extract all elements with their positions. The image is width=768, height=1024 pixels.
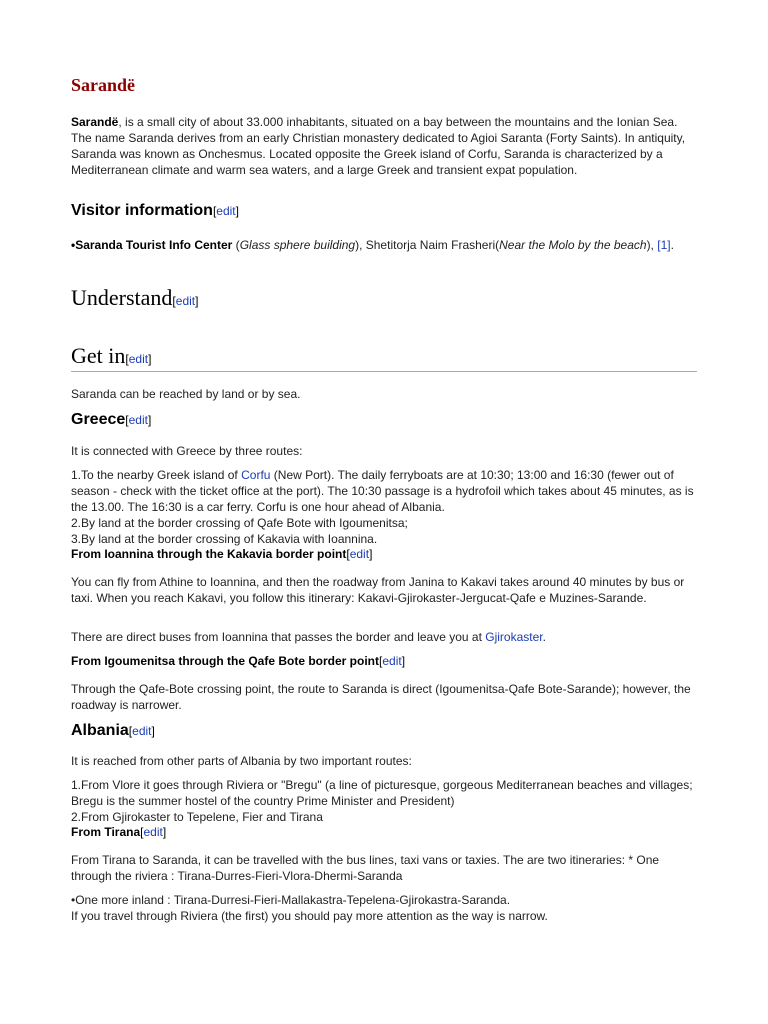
understand-title: Understand [71,285,173,310]
greece-title: Greece [71,411,126,428]
intro-paragraph [71,114,697,178]
igoumenitsa-paragraph: Through the Qafe-Bote crossing point, the route to Saranda is direct (Igoumenitsa-Qafe Bote-Sarande); however, the roadway is narrower. [71,682,691,712]
greece-route-1 [71,467,697,515]
edit-section-tirana: [edit] [140,825,167,839]
edit-section-igoumenitsa: [edit] [379,654,406,668]
greece-route-3: 3.By land at the border crossing of Kakavia with Ioannina. [71,532,378,546]
edit-section-understand: [edit] [172,294,199,308]
get-in-intro: Saranda can be reached by land or by sea. [71,387,301,401]
greece-route-1-text-a: 1.To the nearby Greek island of [71,468,242,482]
edit-link-get-in[interactable]: edit [128,352,149,366]
albania-intro: It is reached from other parts of Albania by two important routes: [71,754,412,768]
albania-route-1: 1.From Vlore it goes through Riviera or "Bregu" (a line of picturesque, gorgeous Mediterranean beaches and villages; Bregu is the summer hostel of the country Prime Minister and President) [71,778,693,808]
edit-link-understand[interactable]: edit [175,294,196,308]
edit-section-get-in: [edit] [125,352,152,366]
edit-section-albania: [edit] [128,724,155,738]
edit-link-ioannina[interactable]: edit [349,547,370,561]
tourist-center-name: Saranda Tourist Info Center [75,238,233,252]
edit-link-visitor[interactable]: edit [216,204,236,218]
reference-link[interactable]: [1] [657,238,671,252]
edit-section-visitor: [edit] [212,204,239,218]
intro-text: , is a small city of about 33.000 inhabitants, situated on a bay between the mountains and the Ionian Sea. The name Saranda derives from an early Christian monastery dedicated to Agioi Saranta (Forty Saints). In antiquity, Saranda was known as Onchesmus. Located opposite the Greek island of Corfu, Saranda is characterized by a Mediterranean climate and warm sea waters, and a large Greek and transient expat population. [71,115,686,177]
buses-text-a: There are direct buses from Ioannina that passes the border and leave you at [71,630,486,644]
visitor-bullet: • [71,238,76,252]
greece-route-1-text-b: (New Port). The daily ferryboats are at 10:30; 13:00 and 16:30 (fewer out of season - check with the ticket office at the port). The 10:30 passage is a hydrofoil which takes about 45 minutes, as is the 13.00. The 16:30 is a car ferry. Corfu is one hour ahead of Albania. [71,468,694,514]
edit-link-tirana[interactable]: edit [143,825,163,839]
greece-intro: It is connected with Greece by three routes: [71,444,303,458]
ioannina-title: From Ioannina through the Kakavia border point [71,547,347,561]
tirana-heading [71,825,166,839]
visitor-text-1: ( [232,238,240,252]
understand-heading [71,285,198,311]
page-title: Sarandë [71,75,136,95]
visitor-info-paragraph [71,237,697,253]
visitor-information-heading [71,202,239,220]
greece-routes [71,467,697,547]
igoumenitsa-heading [71,654,405,668]
albania-routes [71,777,697,825]
riviera-note: If you travel through Riviera (the first) you should pay more attention as the way is narrow. [71,909,548,923]
edit-link-igoumenitsa[interactable]: edit [382,654,402,668]
buses-text-b: . [542,630,546,644]
edit-link-albania[interactable]: edit [132,724,152,738]
greece-heading [71,411,151,429]
inland-itinerary: •One more inland : Tirana-Durresi-Fieri-Mallakastra-Tepelena-Gjirokastra-Saranda. [71,893,511,907]
get-in-heading [71,343,697,372]
location-description: Near the Molo by the beach [499,238,647,252]
corfu-link[interactable]: Corfu [241,468,271,482]
get-in-title: Get in [71,343,126,368]
visitor-information-title: Visitor information [71,202,213,219]
albania-title: Albania [71,722,129,739]
tirana-itineraries [71,892,697,924]
greece-route-2: 2.By land at the border crossing of Qafe Bote with Igoumenitsa; [71,516,408,530]
intro-bold-name: Sarandë [71,115,119,129]
edit-section-ioannina: [edit] [346,547,373,561]
visitor-text-4: . [670,238,674,252]
edit-link-greece[interactable]: edit [128,413,148,427]
ioannina-heading [71,547,372,561]
visitor-text-2: ), Shetitorja Naim Frasheri( [355,238,500,252]
igoumenitsa-title: From Igoumenitsa through the Qafe Bote border point [71,654,379,668]
tirana-paragraph: From Tirana to Saranda, it can be travelled with the bus lines, taxi vans or taxies. The are two itineraries: * One through the riviera : Tirana-Durres-Fieri-Vlora-Dhermi-Saranda [71,853,660,883]
visitor-text-3: ), [646,238,658,252]
albania-heading [71,722,155,740]
gjirokaster-link[interactable]: Gjirokaster [485,630,543,644]
albania-route-2: 2.From Gjirokaster to Tepelene, Fier and Tirana [71,810,323,824]
edit-section-greece: [edit] [125,413,152,427]
direct-buses-paragraph [71,629,697,645]
tirana-title: From Tirana [71,825,141,839]
building-description: Glass sphere building [239,238,356,252]
ioannina-paragraph: You can fly from Athine to Ioannina, and then the roadway from Janina to Kakavi takes around 40 minutes by bus or taxi. When you reach Kakavi, you follow this itinerary: Kakavi-Gjirokaster-Jergucat-Qafe e Muzines-Sarande. [71,575,685,605]
